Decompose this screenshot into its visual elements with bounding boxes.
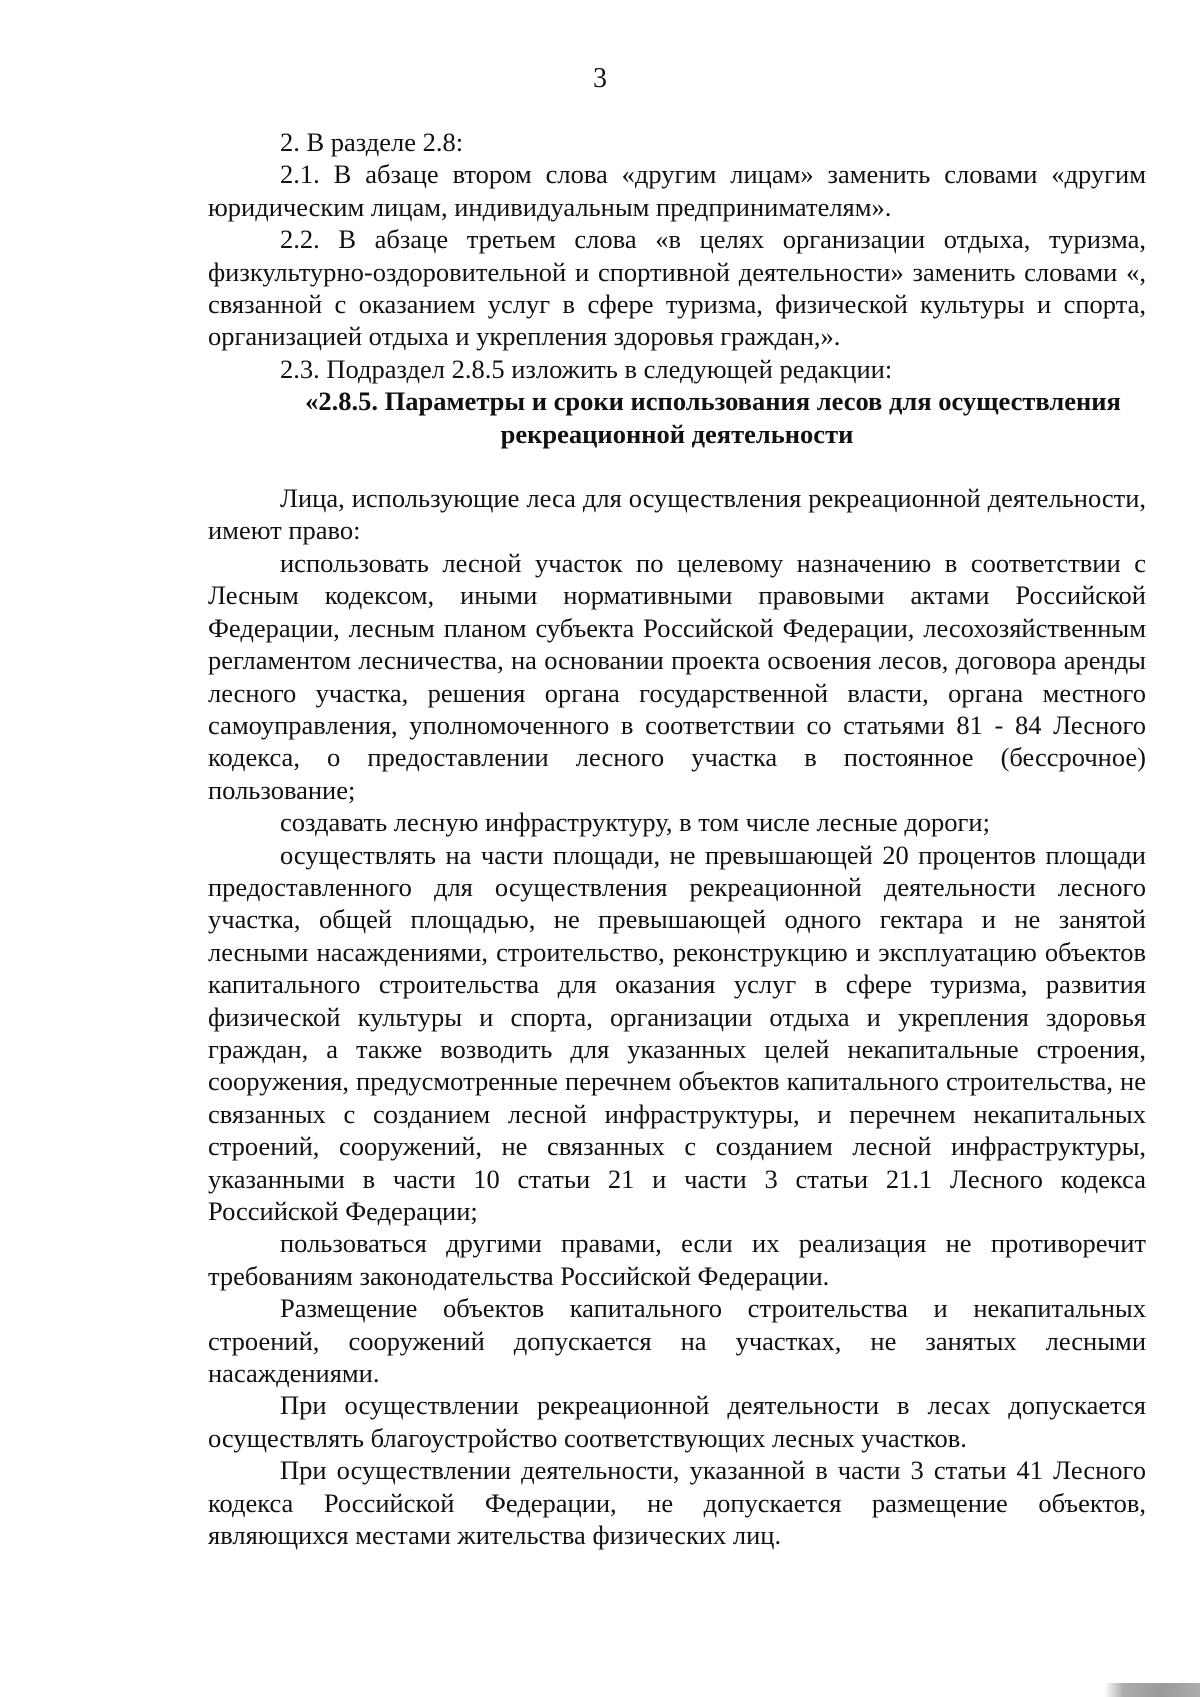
page-number: 3 <box>593 63 607 94</box>
paragraph-article-41: При осуществлении деятельности, указанной в части 3 статьи 41 Лесного кодекса Российской Федерации, не допускается размещение объектов, являющихся местами жительства физических лиц. <box>208 1455 1146 1551</box>
paragraph-right-other: пользоваться другими правами, если их реализация не противоречит требованиям законодательства Российской Федерации. <box>208 1228 1146 1291</box>
section-heading-2-8-5 <box>208 385 1146 450</box>
paragraph-right-use-plot: использовать лесной участок по целевому назначению в соответствии с Лесным кодексом, иными нормативными правовыми актами Российской Федерации, лесным планом субъекта Российской Федерации, лесохозяйственным регламентом лесничества, на основании проекта освоения лесов, договора аренды лесного участка, решения органа государственной власти, органа местного самоуправления, уполномоченного в соответствии со статьями 81 - 84 Лесного кодекса, о предоставлении лесного участка в постоянное (бессрочное) пользование; <box>208 547 1146 805</box>
paragraph-improvement: При осуществлении рекреационной деятельности в лесах допускается осуществлять благоустройство соответствующих лесных участков. <box>208 1390 1146 1453</box>
paragraph-section-2: 2. В разделе 2.8: <box>280 127 464 157</box>
paragraph-placement: Размещение объектов капитального строительства и некапитальных строений, сооружений допускается на участках, не занятых лесными насаждениями. <box>208 1293 1146 1389</box>
heading-spacer <box>208 450 1146 482</box>
paragraph-2-1: 2.1. В абзаце втором слова «другим лицам» заменить словами «другим юридическим лицам, индивидуальным предпринимателям». <box>208 159 1146 222</box>
scan-artifact-corner <box>1104 1683 1200 1697</box>
paragraph-rights-intro: Лица, использующие леса для осуществления рекреационной деятельности, имеют право: <box>208 483 1146 546</box>
paragraph-2-3: 2.3. Подраздел 2.8.5 изложить в следующей редакции: <box>280 353 893 384</box>
paragraph-right-infrastructure: создавать лесную инфраструктуру, в том числе лесные дороги; <box>280 807 990 838</box>
paragraph-2-2: 2.2. В абзаце третьем слова «в целях организации отдыха, туризма, физкультурно-оздоровительной и спортивной деятельности» заменить словами «, связанной с оказанием услуг в сфере туризма, физической культуры и спорта, организацией отдыха и укрепления здоровья граждан,». <box>208 224 1146 352</box>
paragraph-right-construction: осуществлять на части площади, не превышающей 20 процентов площади предоставленного для осуществления рекреационной деятельности лесного участка, общей площадью, не превышающей одного гектара и не занятой лесными насаждениями, строительство, реконструкцию и эксплуатацию объектов капитального строительства для оказания услуг в сфере туризма, развития физической культуры и спорта, организации отдыха и укрепления здоровья граждан, а также возводить для указанных целей некапитальные строения, сооружения, предусмотренные перечнем объектов капитального строительства, не связанных с созданием лесной инфраструктуры, и перечнем некапитальных строений, сооружений, не связанных с созданием лесной инфраструктуры, указанными в части 10 статьи 21 и части 3 статьи 21.1 Лесного кодекса Российской Федерации; <box>208 839 1146 1226</box>
heading-line-1: «2.8.5. Параметры и сроки использования лесов для осуществления <box>305 386 1121 417</box>
document-body <box>208 126 1146 1551</box>
heading-line-2: рекреационной деятельности <box>500 418 854 449</box>
